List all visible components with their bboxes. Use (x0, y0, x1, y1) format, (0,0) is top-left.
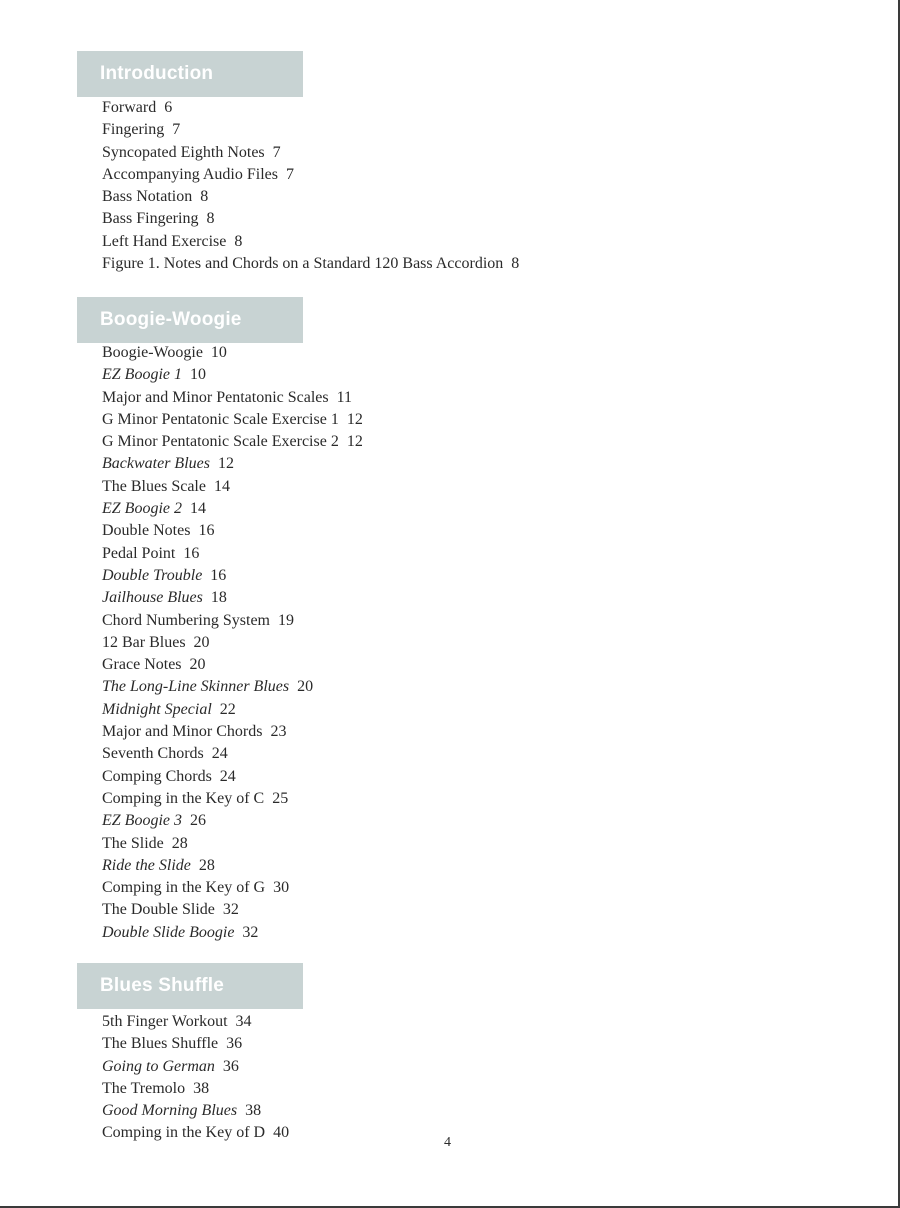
toc-entry-page: 30 (273, 879, 290, 897)
toc-entry-page: 10 (210, 344, 227, 361)
toc-entry (102, 1100, 289, 1122)
toc-entry (102, 186, 519, 208)
toc-entry (102, 476, 363, 498)
toc-entry (102, 1033, 289, 1055)
toc-entry (102, 231, 519, 253)
toc-entry-title: Backwater Blues (102, 455, 210, 473)
toc-entry-page: 10 (190, 366, 206, 384)
toc-entry-title: Accompanying Audio Files (102, 165, 278, 183)
toc-entry-page: 12 (346, 433, 363, 451)
toc-entry (102, 364, 363, 386)
toc-entry-page: 28 (198, 856, 215, 874)
toc-entry-page: 7 (272, 143, 281, 161)
toc-entry-page: 8 (200, 188, 209, 206)
toc-entry-page: 14 (213, 477, 230, 495)
toc-entry (102, 520, 363, 542)
toc-entry-title: The Tremolo (102, 1079, 186, 1097)
toc-entry (102, 342, 363, 364)
entry-list (102, 342, 363, 944)
toc-entry-title: Bass Fingering (102, 210, 199, 228)
toc-entry-title: Double Slide Boogie (102, 923, 235, 941)
toc-entry-title: Syncopated Eighth Notes (102, 143, 265, 161)
toc-entry (102, 431, 363, 453)
toc-entry (102, 788, 363, 810)
toc-entry-page: 8 (206, 210, 215, 228)
toc-entry-page: 34 (235, 1013, 252, 1030)
toc-entry (102, 498, 363, 520)
toc-entry-page: 20 (297, 678, 314, 696)
toc-entry (102, 810, 363, 832)
toc-entry-page: 14 (190, 500, 206, 518)
toc-entry (102, 676, 363, 698)
toc-entry-page: 16 (198, 522, 215, 540)
entry-list (102, 97, 519, 275)
toc-entry (102, 1011, 289, 1033)
toc-entry (102, 543, 363, 565)
toc-entry (102, 833, 363, 855)
section-heading-introduction (77, 51, 303, 97)
toc-entry-title: 12 Bar Blues (102, 633, 186, 651)
toc-entry (102, 1122, 289, 1144)
toc-entry-page: 26 (190, 812, 206, 830)
toc-entry (102, 721, 363, 743)
section-heading-blues-shuffle (77, 963, 303, 1009)
toc-entry (102, 654, 363, 676)
section-heading-text: Boogie-Woogie (100, 309, 242, 330)
toc-entry-page: 38 (245, 1102, 262, 1120)
toc-entry (102, 632, 363, 654)
toc-entry-title: Going to German (102, 1057, 215, 1075)
toc-entry-page: 36 (222, 1057, 239, 1075)
toc-entry-title: Major and Minor Chords (102, 723, 263, 741)
toc-entry (102, 565, 363, 587)
entry-list (102, 1011, 289, 1145)
toc-entry-title: The Long-Line Skinner Blues (102, 678, 290, 696)
toc-entry-page: 24 (211, 745, 228, 763)
toc-entry-title: The Double Slide (102, 901, 215, 919)
toc-entry-title: The Blues Shuffle (102, 1035, 219, 1053)
toc-entry-page: 7 (172, 121, 181, 139)
toc-entry-page: 38 (193, 1079, 210, 1097)
toc-entry-title: The Slide (102, 834, 164, 852)
toc-entry-page: 16 (183, 544, 200, 562)
section-heading-boogie-woogie (77, 297, 303, 343)
toc-entry-title: EZ Boogie 2 (102, 500, 182, 518)
toc-entry-title: Comping in the Key of D (102, 1124, 266, 1142)
toc-entry-title: Seventh Chords (102, 745, 204, 763)
toc-entry-title: Double Notes (102, 522, 191, 540)
toc-entry (102, 409, 363, 431)
toc-entry-page: 11 (336, 388, 353, 406)
toc-entry-page: 8 (234, 232, 243, 250)
toc-entry (102, 1078, 289, 1100)
toc-entry-title: Figure 1. Notes and Chords on a Standard 120 Bass Accordion (102, 255, 504, 273)
toc-entry-page: 32 (242, 923, 259, 941)
toc-entry-page: 20 (189, 656, 206, 674)
toc-entry (102, 142, 519, 164)
toc-entry-page: 36 (226, 1035, 243, 1053)
toc-entry-page: 23 (270, 723, 287, 741)
toc-entry-page: 6 (164, 99, 173, 116)
toc-entry-title: Double Trouble (102, 566, 203, 584)
toc-entry-page: 40 (273, 1124, 290, 1142)
toc-entry (102, 164, 519, 186)
toc-entry (102, 877, 363, 899)
toc-entry-title: Grace Notes (102, 656, 182, 674)
toc-entry-page: 25 (272, 789, 289, 807)
toc-entry (102, 387, 363, 409)
toc-entry-page: 16 (210, 566, 227, 584)
toc-entry-title: G Minor Pentatonic Scale Exercise 2 (102, 433, 339, 451)
toc-entry-title: EZ Boogie 1 (102, 366, 182, 384)
toc-entry-title: Comping in the Key of G (102, 879, 266, 897)
toc-entry-page: 28 (171, 834, 188, 852)
toc-entry (102, 1056, 289, 1078)
toc-entry-page: 19 (278, 611, 294, 629)
toc-entry-title: Fingering (102, 121, 165, 139)
toc-entry-page: 7 (285, 165, 294, 183)
toc-entry (102, 253, 519, 275)
toc-entry (102, 453, 363, 475)
toc-entry-page: 24 (219, 767, 236, 785)
toc-entry-title: Jailhouse Blues (102, 589, 203, 607)
section-heading-text: Blues Shuffle (100, 975, 225, 996)
toc-entry-title: Bass Notation (102, 188, 193, 206)
toc-entry (102, 699, 363, 721)
toc-entry-title: Comping Chords (102, 767, 212, 785)
toc-entry-title: Ride the Slide (102, 856, 191, 874)
toc-entry-page: 20 (193, 633, 210, 651)
toc-entry-title: Chord Numbering System (102, 611, 270, 629)
toc-entry-page: 22 (219, 700, 236, 718)
toc-entry-title: G Minor Pentatonic Scale Exercise 1 (102, 410, 339, 428)
toc-entry-title: Midnight Special (102, 700, 212, 718)
toc-entry-title: Comping in the Key of C (102, 789, 265, 807)
toc-entry (102, 743, 363, 765)
page-number: 4 (444, 1135, 451, 1150)
toc-entry-page: 18 (210, 589, 227, 607)
toc-entry (102, 587, 363, 609)
toc-entry-title: The Blues Scale (102, 477, 206, 495)
toc-entry-title: Major and Minor Pentatonic Scales (102, 388, 329, 406)
toc-entry (102, 97, 519, 119)
toc-entry (102, 899, 363, 921)
toc-entry (102, 855, 363, 877)
toc-entry-title: EZ Boogie 3 (102, 812, 182, 830)
toc-entry-title: 5th Finger Workout (102, 1013, 228, 1030)
toc-entry-page: 12 (217, 455, 234, 473)
toc-entry-page: 12 (346, 410, 363, 428)
toc-entry (102, 208, 519, 230)
toc-entry-title: Forward (102, 99, 157, 116)
toc-entry-title: Good Morning Blues (102, 1102, 238, 1120)
toc-entry (102, 119, 519, 141)
section-heading-text: Introduction (100, 63, 214, 84)
toc-entry-title: Pedal Point (102, 544, 176, 562)
toc-entry-title: Boogie-Woogie (102, 344, 203, 361)
toc-entry-page: 32 (222, 901, 239, 919)
toc-entry-title: Left Hand Exercise (102, 232, 227, 250)
toc-entry (102, 610, 363, 632)
toc-entry (102, 766, 363, 788)
toc-entry-page: 8 (511, 255, 520, 273)
toc-entry (102, 922, 363, 944)
